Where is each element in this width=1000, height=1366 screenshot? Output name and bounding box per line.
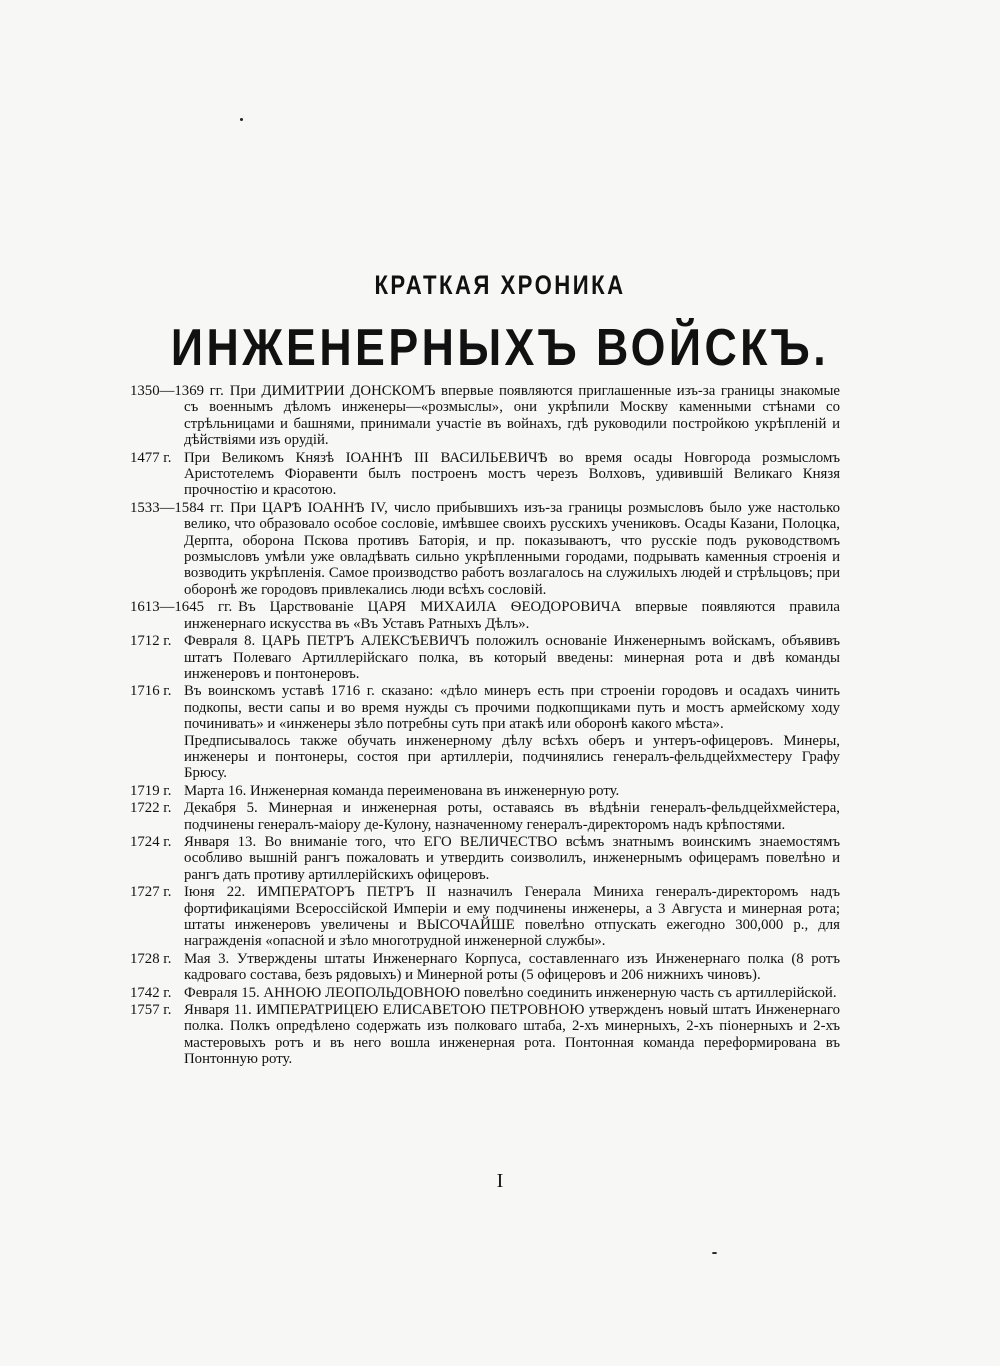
chronicle-entry: [130, 599, 840, 632]
entry-text: [184, 683, 840, 781]
entry-paragraph: Января 13. Во вниманіе того, что ЕГО ВЕЛИЧЕСТВО всѣмъ знатнымъ воинскимъ знаемостямъ особливо вышній рангъ пожаловать и утвердить соизволилъ, инженернымъ офицерамъ повелѣно и рангъ дать противу артиллерійскихъ офицеровъ.: [184, 833, 840, 883]
page-number: I: [496, 1170, 504, 1192]
entry-text: [130, 383, 841, 449]
entry-paragraph: Мая 3. Утверждены штаты Инженернаго Корпуса, составленнаго изъ Инженернаго полка (8 ротъ кадроваго состава, безъ рядовыхъ) и Минерной роты (5 офицеровъ и 206 нижнихъ чиновъ).: [184, 950, 840, 984]
chronicle-entry: [130, 1002, 840, 1068]
chronicle-entry: [130, 800, 840, 833]
entry-text: [184, 985, 840, 1001]
entry-text: [184, 884, 840, 950]
chronicle-entry: [130, 951, 840, 984]
chronicle-entry: [130, 834, 840, 883]
entry-year: 1724 г.: [130, 833, 172, 850]
entry-year: 1613—1645 гг.: [130, 599, 233, 616]
entry-paragraph: При ЦАРѢ ІОАННѢ IV, число прибывшихъ изъ-за границы розмысловъ было уже настолько велико, что образовало особое сословіе, имѣвшее своихъ русскихъ учениковъ. Осады Казани, Полоцка, Дерпта, оборона Пскова противъ Баторія, и пр. показываютъ, что русскіе подъ руководствомъ розмысловъ умѣли уже овладѣвать сильно укрѣпленными городами, подрывать каменныя строенія и возводить укрѣпленія. Самое производство работъ возлагалось на служилыхъ людей и стрѣльцовъ; при оборонѣ же городовъ привлекались люди всѣхъ сословій.: [184, 499, 840, 598]
entry-year: 1716 г.: [130, 683, 172, 700]
entry-paragraph: Февраля 15. АННОЮ ЛЕОПОЛЬДОВНОЮ повелѣно соединить инженерную часть съ артиллерійской.: [184, 984, 837, 1001]
entry-year: 1727 г.: [130, 884, 172, 901]
speck-mark: [240, 118, 243, 121]
chronicle-entry: [130, 633, 840, 682]
chronicle-entry: [130, 383, 840, 449]
entry-text: [184, 783, 840, 799]
entry-year: 1728 г.: [130, 950, 172, 967]
entry-text: [184, 1002, 840, 1068]
entry-paragraph: Февраля 8. ЦАРЬ ПЕТРЪ АЛЕКСѢЕВИЧЪ положилъ основаніе Инженернымъ войскамъ, объявивъ штатъ Полеваго Артиллерійскаго полка, въ который введены: минерная рота и двѣ команды инженеровъ и понтонеровъ.: [184, 633, 840, 682]
entry-text: [184, 951, 840, 984]
entry-year: 1757 г.: [130, 1002, 172, 1019]
entry-year: 1719 г.: [130, 782, 172, 799]
entry-year: 1477 г.: [130, 449, 172, 466]
entry-paragraph: Декабря 5. Минерная и инженерная роты, оставаясь въ вѣдѣніи генералъ-фельдцейхмейстера, подчинены генералъ-маіору де-Кулону, назначенному генералъ-директоромъ надъ крѣпостями.: [184, 800, 840, 833]
entry-year: 1350—1369 гг.: [130, 383, 224, 399]
chronicle-subtitle: КРАТКАЯ ХРОНИКА: [374, 270, 626, 300]
entry-text: [184, 633, 840, 682]
entry-year: 1742 г.: [130, 984, 172, 1001]
chronicle-entry: [130, 783, 840, 799]
chronicle-entry: [130, 884, 840, 950]
entry-text: [184, 834, 840, 883]
chronicle-entry: [130, 683, 840, 781]
entry-paragraph: При Великомъ Князѣ ІОАННѢ III ВАСИЛЬЕВИЧѢ во время осады Новгорода розмысломъ Аристотелемъ Фіоравенти былъ построенъ мостъ черезъ Волховъ, удивившій Великаго Князя прочностію и красотою.: [184, 449, 840, 499]
chronicle-entry: [130, 450, 840, 499]
entry-year: 1712 г.: [130, 633, 172, 650]
entry-paragraph: Въ воинскомъ уставѣ 1716 г. сказано: «дѣло минеръ есть при строеніи городовъ и осадахъ чинить подкопы, вести сапы и во время нужды съ прочими подкопщиками путь и мостъ армейскому ходу починивать» и «инженеры зѣло потребны суть при атакѣ или оборонѣ какого мѣста».: [184, 683, 840, 733]
chronicle-title: ИНЖЕНЕРНЫХЪ ВОЙСКЪ.: [170, 319, 830, 377]
entry-text: [130, 599, 840, 632]
chronicle-entry: [130, 985, 840, 1001]
entry-text: [184, 450, 840, 499]
chronicle-entry: [130, 500, 840, 598]
entry-text: [130, 499, 840, 598]
entry-paragraph: Въ Царствованіе ЦАРЯ МИХАИЛА ѲЕОДОРОВИЧА впервые появляются правила инженернаго искусства въ «Въ Уставъ Ратныхъ Дѣлъ».: [184, 599, 840, 632]
entry-year: 1722 г.: [130, 800, 172, 817]
entry-year: 1533—1584 гг.: [130, 499, 225, 516]
chronicle-entries: [130, 383, 840, 1069]
entry-paragraph: При ДИМИТРИИ ДОНСКОМЪ впервые появляются приглашенные изъ-за границы знакомые съ военнымъ дѣломъ инженеры—«розмыслы», они укрѣпили Москву каменными стѣнами со стрѣльницами и башнями, принимали участіе въ войнахъ, гдѣ руководили постройкою укрѣпленій и дѣйствіями изъ орудій.: [184, 383, 841, 449]
entry-paragraph: Января 11. ИМПЕРАТРИЦЕЮ ЕЛИСАВЕТОЮ ПЕТРОВНОЮ утвержденъ новый штатъ Инженернаго полка. Полкъ опредѣлено содержать изъ полковаго штаба, 2-хъ минерныхъ, 2-хъ піонерныхъ и 2-хъ мастеровыхъ ротъ и въ него вошла инженерная рота. Понтонная команда переформирована въ Понтонную роту.: [184, 1002, 840, 1068]
entry-paragraph: Марта 16. Инженерная команда переименована въ инженерную роту.: [184, 782, 620, 799]
entry-paragraph: Предписывалось также обучать инженерному дѣлу всѣхъ оберъ и унтеръ-офицеровъ. Минеры, инженеры и понтонеры, состоя при артиллеріи, подчинялись генералъ-фельдцейхместеру Графу Брюсу.: [184, 732, 840, 782]
entry-text: [184, 800, 840, 833]
speck-mark: [712, 1252, 717, 1254]
entry-paragraph: Іюня 22. ИМПЕРАТОРЪ ПЕТРЪ II назначилъ Генерала Миниха генералъ-директоромъ надъ фортификаціями Всероссійской Имперіи и ему подчинены инженеры, а 3 Августа и минерная рота; штаты инженеровъ увеличены и ВЫСОЧАЙШЕ повелѣно отпускать ежегодно 300,000 р., для награжденія «опасной и зѣло многотрудной инженерной службы».: [184, 884, 840, 950]
